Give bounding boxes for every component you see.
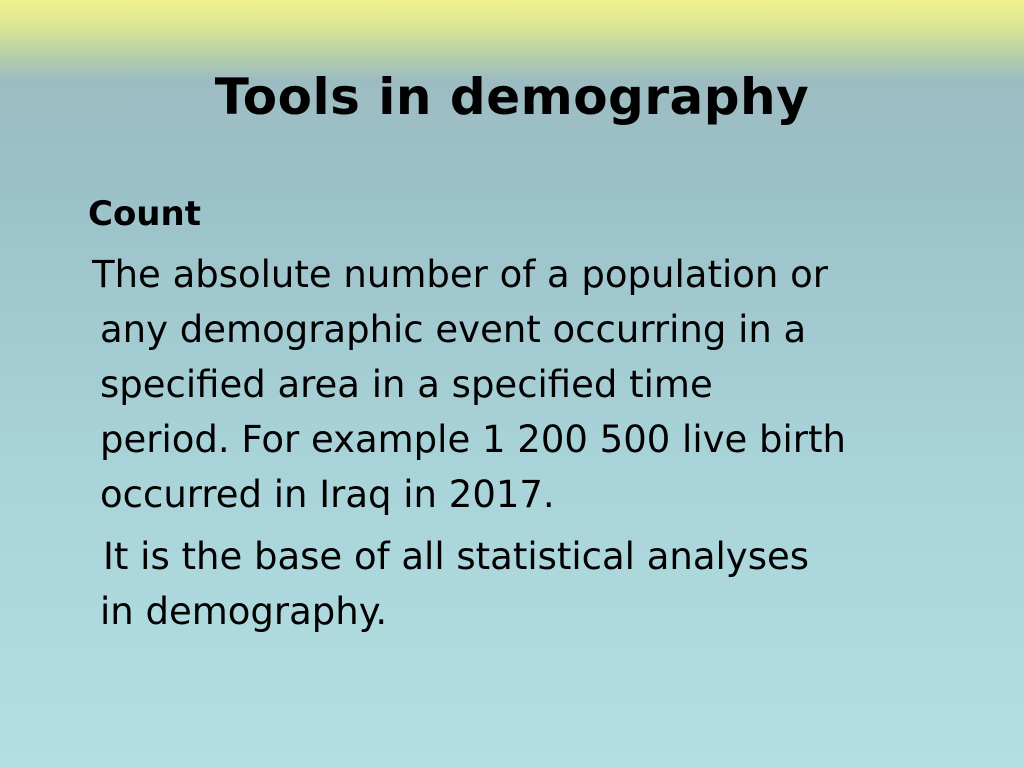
paragraph-line: any demographic event occurring in a [100,308,807,351]
paragraph-line: specified area in a specified time [100,363,713,406]
paragraph-line: The absolute number of a population or [92,253,828,296]
paragraph-line: in demography. [100,590,388,633]
section-heading: Count [88,194,201,234]
paragraph-line: It is the base of all statistical analyses [103,535,810,578]
paragraph-line: occurred in Iraq in 2017. [100,473,555,516]
slide-title: Tools in demography [214,68,810,126]
paragraph-line: period. For example 1 200 500 live birth [100,418,846,461]
